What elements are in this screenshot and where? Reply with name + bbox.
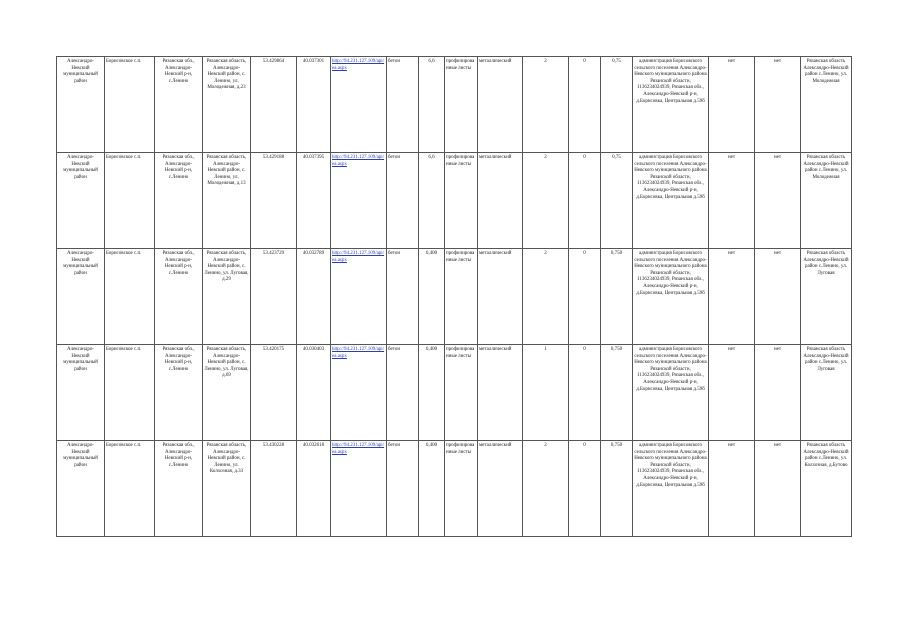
cell-sources: Рязанская область Александро-Невский район с.Ленино, ул. Молодежная [801, 57, 852, 153]
cell-area: 6,400 [419, 441, 445, 537]
cell-locality: Рязанская обл., Александро-Невский р-н, с.Ленино [155, 57, 203, 153]
cell-cover: металлический [478, 441, 523, 537]
cell-district: Александро-Невский муниципальный район [57, 441, 105, 537]
cell-settlement: Борисовское с.п. [105, 345, 155, 441]
registry-table-body [57, 57, 852, 537]
cell-sources: Рязанская область Александро-Невский район с.Ленино, ул. Луговая [801, 345, 852, 441]
cell-latitude: 53.429864 [251, 57, 297, 153]
table-row [57, 249, 852, 345]
table-row [57, 345, 852, 441]
cell-fence: профилированные листы [445, 249, 478, 345]
cell-cover: металлический [478, 57, 523, 153]
cell-locality: Рязанская обл., Александро-Невский р-н, с.Ленино [155, 441, 203, 537]
cell-col16: нет [709, 57, 755, 153]
cell-containers: 2 [523, 441, 569, 537]
cell-fence: профилированные листы [445, 57, 478, 153]
cell-containers: 2 [523, 249, 569, 345]
cell-longitude: 40.037301 [297, 57, 331, 153]
cell-settlement: Борисовское с.п. [105, 249, 155, 345]
cell-area: 6,6 [419, 153, 445, 249]
cell-col16: нет [709, 153, 755, 249]
cell-surface: бетон [387, 153, 419, 249]
cell-cover: металлический [478, 153, 523, 249]
cell-latitude: 53.429188 [251, 153, 297, 249]
map-link[interactable]: http://94.231.127.109/api/ea.aspx [332, 443, 385, 455]
cell-owner: администрация Борисовского сельского поселения Александро-Невского муниципального района Рязанской области, 1136234024939, Рязанская обл., Александро-Невский р-н, д.Борисовка, Центральная д.59б [633, 57, 709, 153]
cell-locality: Рязанская обл., Александро-Невский р-н, с.Ленино [155, 249, 203, 345]
cell-volume: 0,750 [601, 441, 633, 537]
cell-fence: профилированные листы [445, 441, 478, 537]
map-link[interactable]: http://94.231.127.109/api/ea.aspx [332, 251, 385, 263]
cell-latitude: 53.423729 [251, 249, 297, 345]
cell-map-link [331, 345, 387, 441]
cell-latitude: 53.420175 [251, 345, 297, 441]
cell-surface: бетон [387, 345, 419, 441]
cell-settlement: Борисовское с.п. [105, 441, 155, 537]
cell-volume: 0,750 [601, 249, 633, 345]
cell-planned: 0 [569, 345, 601, 441]
cell-col17: нет [755, 345, 801, 441]
cell-fence: профилированные листы [445, 153, 478, 249]
registry-table [56, 56, 852, 537]
cell-address: Рязанская область, Александро-Невский район, с. Ленино, ул. Молодежная, д.23 [203, 57, 251, 153]
cell-owner: администрация Борисовского сельского поселения Александро-Невского муниципального района Рязанской области, 1136234024939, Рязанская обл., Александро-Невский р-н, д.Борисовка, Центральная д.59б [633, 345, 709, 441]
cell-sources: Рязанская область Александро-Невский район с.Ленино, ул. Молодежная [801, 153, 852, 249]
cell-map-link [331, 249, 387, 345]
cell-planned: 0 [569, 57, 601, 153]
cell-map-link [331, 441, 387, 537]
cell-settlement: Борисовское с.п. [105, 153, 155, 249]
cell-surface: бетон [387, 57, 419, 153]
cell-map-link [331, 153, 387, 249]
cell-cover: металлический [478, 345, 523, 441]
cell-col16: нет [709, 441, 755, 537]
cell-sources: Рязанская область Александро-Невский район с.Ленино, ул. Луговая [801, 249, 852, 345]
cell-containers: 1 [523, 345, 569, 441]
cell-longitude: 40.032618 [297, 441, 331, 537]
table-row [57, 153, 852, 249]
cell-owner: администрация Борисовского сельского поселения Александро-Невского муниципального района Рязанской области, 1136234024939, Рязанская обл., Александро-Невский р-н, д.Борисовка, Центральная д.59б [633, 249, 709, 345]
cell-longitude: 40.030403 [297, 345, 331, 441]
cell-volume: 0,75 [601, 57, 633, 153]
cell-area: 6,400 [419, 345, 445, 441]
cell-surface: бетон [387, 249, 419, 345]
cell-fence: профилированные листы [445, 345, 478, 441]
cell-col17: нет [755, 441, 801, 537]
cell-latitude: 53.430228 [251, 441, 297, 537]
map-link[interactable]: http://94.231.127.109/api/ea.aspx [332, 59, 385, 71]
cell-col16: нет [709, 249, 755, 345]
cell-col17: нет [755, 249, 801, 345]
cell-col17: нет [755, 153, 801, 249]
cell-containers: 2 [523, 153, 569, 249]
cell-planned: 0 [569, 153, 601, 249]
map-link[interactable]: http://94.231.127.109/api/ea.aspx [332, 155, 385, 167]
cell-longitude: 40.032789 [297, 249, 331, 345]
map-link[interactable]: http://94.231.127.109/api/ea.aspx [332, 347, 385, 359]
cell-containers: 2 [523, 57, 569, 153]
cell-address: Рязанская область, Александро-Невский район, с. Ленино, ул. Луговая, д.69 [203, 345, 251, 441]
cell-owner: администрация Борисовского сельского поселения Александро-Невского муниципального района Рязанской области, 1136234024939, Рязанская обл., Александро-Невский р-н, д.Борисовка, Центральная д.59б [633, 153, 709, 249]
cell-map-link [331, 57, 387, 153]
table-row [57, 57, 852, 153]
cell-district: Александро-Невский муниципальный район [57, 249, 105, 345]
cell-settlement: Борисовское с.п. [105, 57, 155, 153]
document-page [56, 56, 852, 537]
cell-area: 6,6 [419, 57, 445, 153]
cell-locality: Рязанская обл., Александро-Невский р-н, с.Ленино [155, 153, 203, 249]
cell-address: Рязанская область, Александро-Невский район, с. Ленино, ул. Луговая, д.29 [203, 249, 251, 345]
cell-sources: Рязанская область Александро-Невский район с.Ленино, ул. Колхозная, д.Бутово [801, 441, 852, 537]
cell-owner: администрация Борисовского сельского поселения Александро-Невского муниципального района Рязанской области, 1136234024939, Рязанская обл., Александро-Невский р-н, д.Борисовка, Центральная д.59б [633, 441, 709, 537]
cell-col16: нет [709, 345, 755, 441]
cell-surface: бетон [387, 441, 419, 537]
table-row [57, 441, 852, 537]
cell-volume: 0,750 [601, 345, 633, 441]
cell-district: Александро-Невский муниципальный район [57, 345, 105, 441]
cell-col17: нет [755, 57, 801, 153]
cell-cover: металлический [478, 249, 523, 345]
cell-address: Рязанская область, Александро-Невский район, с. Ленино, ул. Колхозная, д.33 [203, 441, 251, 537]
cell-area: 6,400 [419, 249, 445, 345]
cell-address: Рязанская область, Александро-Невский район, с. Ленино, ул. Молодежная, д.13 [203, 153, 251, 249]
cell-district: Александро-Невский муниципальный район [57, 153, 105, 249]
cell-longitude: 40.037395 [297, 153, 331, 249]
cell-district: Александро-Невский муниципальный район [57, 57, 105, 153]
cell-locality: Рязанская обл., Александро-Невский р-н, с.Ленино [155, 345, 203, 441]
cell-planned: 0 [569, 441, 601, 537]
cell-volume: 0,75 [601, 153, 633, 249]
cell-planned: 0 [569, 249, 601, 345]
